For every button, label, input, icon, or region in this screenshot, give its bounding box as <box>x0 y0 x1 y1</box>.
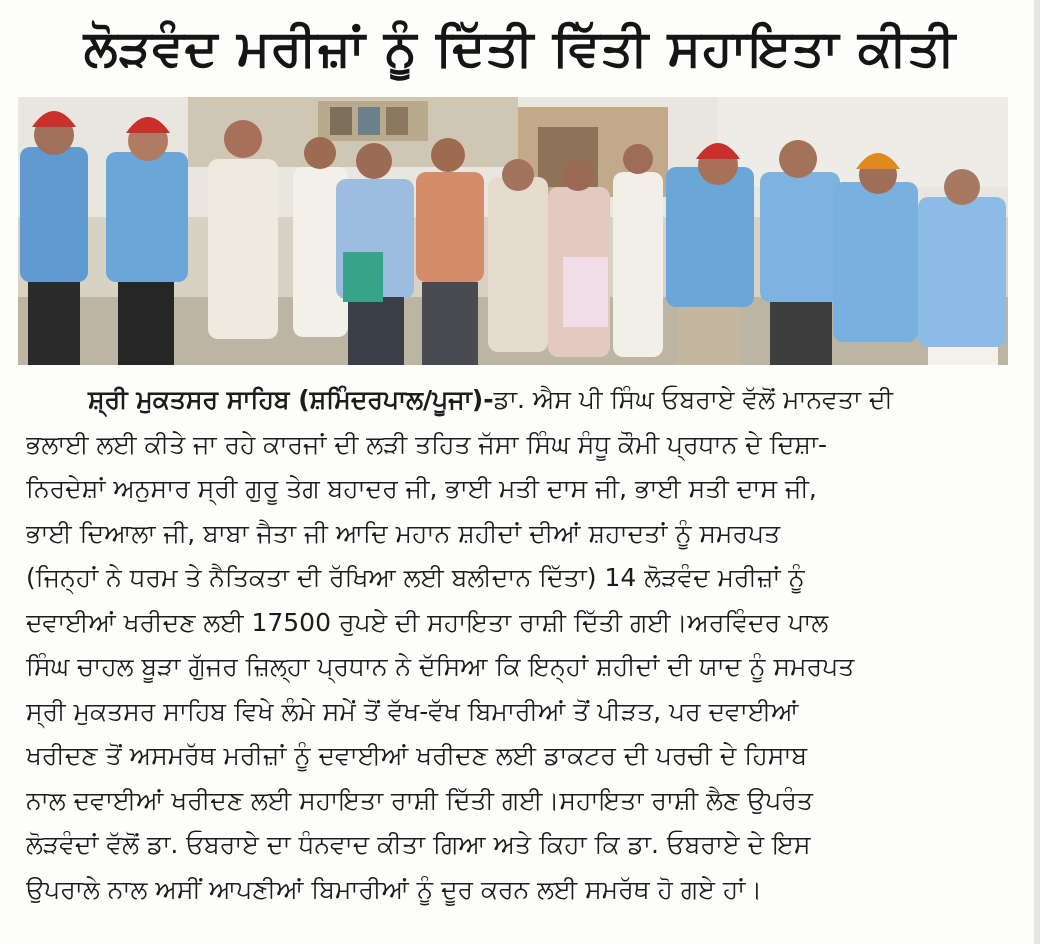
article-body <box>26 378 1026 912</box>
headline: ਲੋੜਵੰਦ ਮਰੀਜ਼ਾਂ ਨੂੰ ਦਿੱਤੀ ਵਿੱਤੀ ਸਹਾਇਤਾ ਕੀਤੀ <box>83 19 957 77</box>
article-line-2: ਭਲਾਈ ਲਈ ਕੀਤੇ ਜਾ ਰਹੇ ਕਾਰਜਾਂ ਦੀ ਲੜੀ ਤਹਿਤ ਜੱਸਾ ਸਿੰਘ ਸੰਧੂ ਕੌਮੀ ਪ੍ਰਧਾਨ ਦੇ ਦਿਸ਼ਾ- <box>26 429 828 459</box>
article-line-1 <box>26 378 1026 423</box>
article-line-11: ਲੋੜਵੰਦਾਂ ਵੱਲੋਂ ਡਾ. ਓਬਰਾਏ ਦਾ ਧੰਨਵਾਦ ਕੀਤਾ ਗਿਆ ਅਤੇ ਕਿਹਾ ਕਿ ਡਾ. ਓਬਰਾਏ ਦੇ ਇਸ <box>26 830 811 859</box>
article-line-3: ਨਿਰਦੇਸ਼ਾਂ ਅਨੁਸਾਰ ਸ੍ਰੀ ਗੁਰੂ ਤੇਗ ਬਹਾਦਰ ਜੀ, ਭਾਈ ਮਤੀ ਦਾਸ ਜੀ, ਭਾਈ ਸਤੀ ਦਾਸ ਜੀ, <box>26 474 817 503</box>
article-line-4: ਭਾਈ ਦਿਆਲਾ ਜੀ, ਬਾਬਾ ਜੈਤਾ ਜੀ ਆਦਿ ਮਹਾਨ ਸ਼ਹੀਦਾਂ ਦੀਆਂ ਸ਼ਹਾਦਤਾਂ ਨੂੰ ਸਮਰਪਤ <box>26 518 781 548</box>
article-line-12: ਉਪਰਾਲੇ ਨਾਲ ਅਸੀਂ ਆਪਣੀਆਂ ਬਿਮਾਰੀਆਂ ਨੂੰ ਦੂਰ ਕਰਨ ਲਈ ਸਮਰੱਥ ਹੋ ਗਏ ਹਾਂ। <box>26 874 763 904</box>
article-line-5: (ਜਿਨ੍ਹਾਂ ਨੇ ਧਰਮ ਤੇ ਨੈਤਿਕਤਾ ਦੀ ਰੱਖਿਆ ਲਈ ਬਲੀਦਾਨ ਦਿੱਤਾ) 14 ਲੋੜਵੰਦ ਮਰੀਜ਼ਾਂ ਨੂੰ <box>26 563 805 592</box>
article-line-9: ਖਰੀਦਣ ਤੋਂ ਅਸਮਰੱਥ ਮਰੀਜ਼ਾਂ ਨੂੰ ਦਵਾਈਆਂ ਖਰੀਦਣ ਲਈ ਡਾਕਟਰ ਦੀ ਪਰਚੀ ਦੇ ਹਿਸਾਬ <box>26 741 808 770</box>
article-line-6: ਦਵਾਈਆਂ ਖਰੀਦਣ ਲਈ 17500 ਰੁਪਏ ਦੀ ਸਹਾਇਤਾ ਰਾਸ਼ੀ ਦਿੱਤੀ ਗਈ।ਅਰਵਿੰਦਰ ਪਾਲ <box>26 607 829 637</box>
article-line-10: ਨਾਲ ਦਵਾਈਆਂ ਖਰੀਦਣ ਲਈ ਸਹਾਇਤਾ ਰਾਸ਼ੀ ਦਿੱਤੀ ਗਈ।ਸਹਾਇਤਾ ਰਾਸ਼ੀ ਲੈਣ ਉਪਰੰਤ <box>26 785 813 815</box>
article-line-1-text: ਡਾ. ਐਸ ਪੀ ਸਿੰਘ ਓਬਰਾਏ ਵੱਲੋਂ ਮਾਨਵਤਾ ਦੀ <box>493 385 894 414</box>
group-photo-image <box>18 97 1008 365</box>
group-photo <box>18 97 1008 365</box>
page-edge <box>1034 0 1040 944</box>
article-line-8: ਸ੍ਰੀ ਮੁਕਤਸਰ ਸਾਹਿਬ ਵਿਖੇ ਲੰਮੇ ਸਮੇਂ ਤੋਂ ਵੱਖ-ਵੱਖ ਬਿਮਾਰੀਆਂ ਤੋਂ ਪੀੜਤ, ਪਰ ਦਵਾਈਆਂ <box>26 696 799 726</box>
dateline: ਸ਼੍ਰੀ ਮੁਕਤਸਰ ਸਾਹਿਬ (ਸ਼ਮਿੰਦਰਪਾਲ/ਪੂਜਾ)- <box>88 385 494 414</box>
article-line-7: ਸਿੰਘ ਚਾਹਲ ਬੂੜਾ ਗੁੱਜਰ ਜ਼ਿਲ੍ਹਾ ਪ੍ਰਧਾਨ ਨੇ ਦੱਸਿਆ ਕਿ ਇਨ੍ਹਾਂ ਸ਼ਹੀਦਾਂ ਦੀ ਯਾਦ ਨੂੰ ਸਮਰਪਤ <box>26 652 855 681</box>
